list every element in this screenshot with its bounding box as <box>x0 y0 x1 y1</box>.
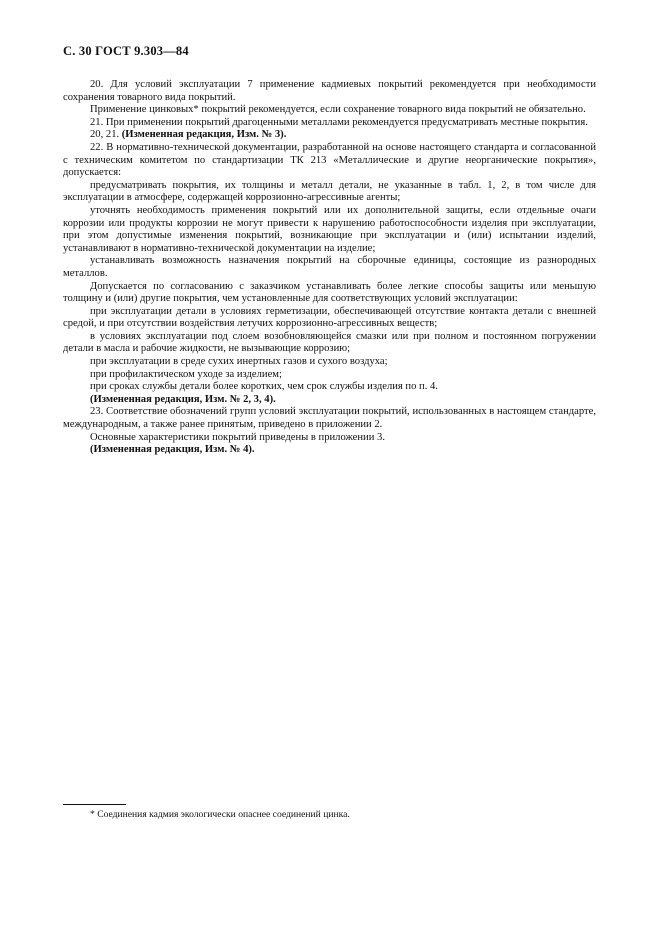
paragraph-amendment-3 <box>63 129 596 142</box>
amendment-note: (Измененная редакция, Изм. № 3). <box>121 129 287 141</box>
list-item: при сроках службы детали более коротких, чем срок службы изделия по п. 4. <box>90 381 438 393</box>
page-header: С. 30 ГОСТ 9.303—84 <box>63 44 189 58</box>
document-body <box>63 79 596 457</box>
list-item: при профилактическом уходе за изделием; <box>90 368 282 380</box>
list-item: уточнять необходимость применения покрытий или их дополнительной защиты, если отдельные очаги коррозии или продукты коррозии не могут привести к нарушению работоспособности изделия при эксплуатации, при этом допустимые изменения покрытий, возникающие при эксплуатации и (или) испытании изделий, устанавливают в нормативно-технической документации на изделие; <box>63 204 596 254</box>
paragraph-zinc: Применение цинковых* покрытий рекомендуется, если сохранение товарного вида покрытий не обязательно. <box>90 104 586 116</box>
list-item: при эксплуатации в среде сухих инертных газов и сухого воздуха; <box>90 356 388 368</box>
list-item: в условиях эксплуатации под слоем возобновляющейся смазки или при полном и постоянном погружении детали в масла и рабочие жидкости, не вызывающие коррозию; <box>63 330 596 355</box>
list-item: при эксплуатации детали в условиях герметизации, обеспечивающей отсутствие контакта детали с внешней средой, и при отсутствии воздействия летучих коррозионно-агрессивных веществ; <box>63 305 596 330</box>
list-item: устанавливать возможность назначения покрытий на сборочные единицы, состоящие из разнородных металлов. <box>63 255 596 279</box>
paragraph-22: 22. В нормативно-технической документации, разработанной на основе настоящего стандарта и согласованной с техническим комитетом по стандартизации ТК 213 «Металлические и другие неорганические покрытия», допускается: <box>63 141 596 179</box>
paragraph-23: 23. Соответствие обозначений групп условий эксплуатации покрытий, использованных в настоящем стандарте, международным, а также ранее принятым, приведено в приложении 2. <box>63 406 596 431</box>
paragraph-20: 20. Для условий эксплуатации 7 применение кадмиевых покрытий рекомендуется при необходимости сохранения товарного вида покрытий. <box>63 79 596 103</box>
paragraph-allowance: Допускается по согласованию с заказчиком устанавливать более легкие способы защиты или меньшую толщину и (или) другие покрытия, чем установленные для соответствующих условий эксплуатации: <box>63 280 596 305</box>
footnote: * Соединения кадмия экологически опаснее соединений цинка. <box>90 809 350 820</box>
paragraph-appendix-3: Основные характеристики покрытий приведены в приложении 3. <box>90 431 385 443</box>
amendment-note: (Измененная редакция, Изм. № 4). <box>90 444 255 456</box>
amendment-ref: 20, 21. <box>90 129 122 141</box>
paragraph-21: 21. При применении покрытий драгоценными металлами рекомендуется предусматривать местные покрытия. <box>90 116 588 128</box>
amendment-note: (Измененная редакция, Изм. № 2, 3, 4). <box>90 393 276 405</box>
footnote-divider <box>63 804 126 805</box>
list-item: предусматривать покрытия, их толщины и металл детали, не указанные в табл. 1, 2, в том числе для эксплуатации в атмосфере, содержащей коррозионно-агрессивные агенты; <box>63 179 596 204</box>
